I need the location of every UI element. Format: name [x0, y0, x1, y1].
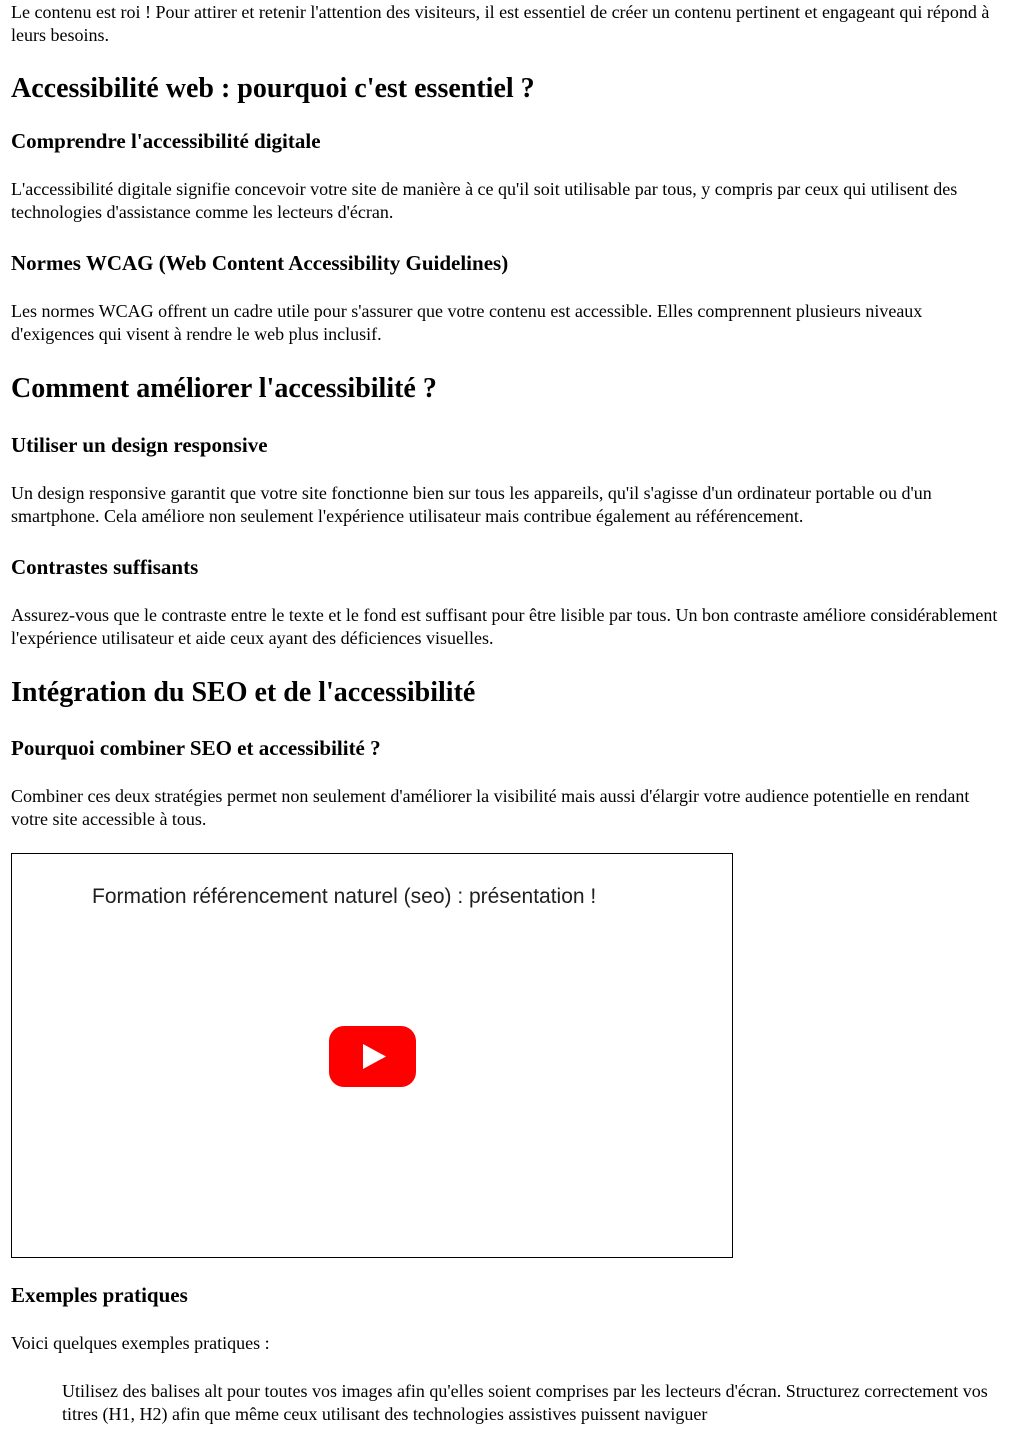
video-title[interactable]: Formation référencement naturel (seo) : présentation !	[92, 885, 597, 908]
section-heading-accessibility: Accessibilité web : pourquoi c'est essentiel ?	[11, 73, 535, 104]
paragraph-contrast: Assurez-vous que le contraste entre le texte et le fond est suffisant pour être lisible par tous. Un bon contraste améliore considérablement l'expérience utilisateur et aide ceux ayant des déficiences visuelles.	[11, 605, 998, 648]
article-content	[11, 0, 1006, 1426]
paragraph-why-combine: Combiner ces deux stratégies permet non seulement d'améliorer la visibilité mais aussi d'élargir votre audience potentielle en rendant votre site accessible à tous.	[11, 786, 970, 829]
examples-blockquote: Utilisez des balises alt pour toutes vos images afin qu'elles soient comprises par les lecteurs d'écran. Structurez correctement vos titres (H1, H2) afin que même ceux utilisant des technologies assistives puissent naviguer	[62, 1381, 988, 1424]
paragraph-examples-intro: Voici quelques exemples pratiques :	[11, 1333, 270, 1353]
subheading-contrast: Contrastes suffisants	[11, 555, 199, 579]
subheading-responsive-design: Utiliser un design responsive	[11, 433, 268, 457]
intro-paragraph: Le contenu est roi ! Pour attirer et retenir l'attention des visiteurs, il est essentiel de créer un contenu pertinent et engageant qui répond à leurs besoins.	[11, 2, 990, 45]
video-embed[interactable]	[11, 853, 733, 1258]
subheading-understanding-accessibility: Comprendre l'accessibilité digitale	[11, 129, 321, 153]
youtube-play-icon[interactable]	[329, 1026, 416, 1087]
subheading-practical-examples: Exemples pratiques	[11, 1283, 188, 1307]
paragraph-wcag: Les normes WCAG offrent un cadre utile pour s'assurer que votre contenu est accessible. Elles comprennent plusieurs niveaux d'exigences qui visent à rendre le web plus inclusif.	[11, 301, 923, 344]
section-heading-seo-integration: Intégration du SEO et de l'accessibilité	[11, 677, 476, 708]
section-heading-improve-accessibility: Comment améliorer l'accessibilité ?	[11, 373, 437, 404]
subheading-why-combine: Pourquoi combiner SEO et accessibilité ?	[11, 736, 381, 760]
paragraph-understanding-accessibility: L'accessibilité digitale signifie concevoir votre site de manière à ce qu'il soit utilisable par tous, y compris par ceux qui utilisent des technologies d'assistance comme les lecteurs d'écran.	[11, 179, 958, 222]
paragraph-responsive-design: Un design responsive garantit que votre site fonctionne bien sur tous les appareils, qu'il s'agisse d'un ordinateur portable ou d'un smartphone. Cela améliore non seulement l'expérience utilisateur mais contribue également au référencement.	[11, 483, 932, 526]
subheading-wcag: Normes WCAG (Web Content Accessibility Guidelines)	[11, 251, 509, 275]
